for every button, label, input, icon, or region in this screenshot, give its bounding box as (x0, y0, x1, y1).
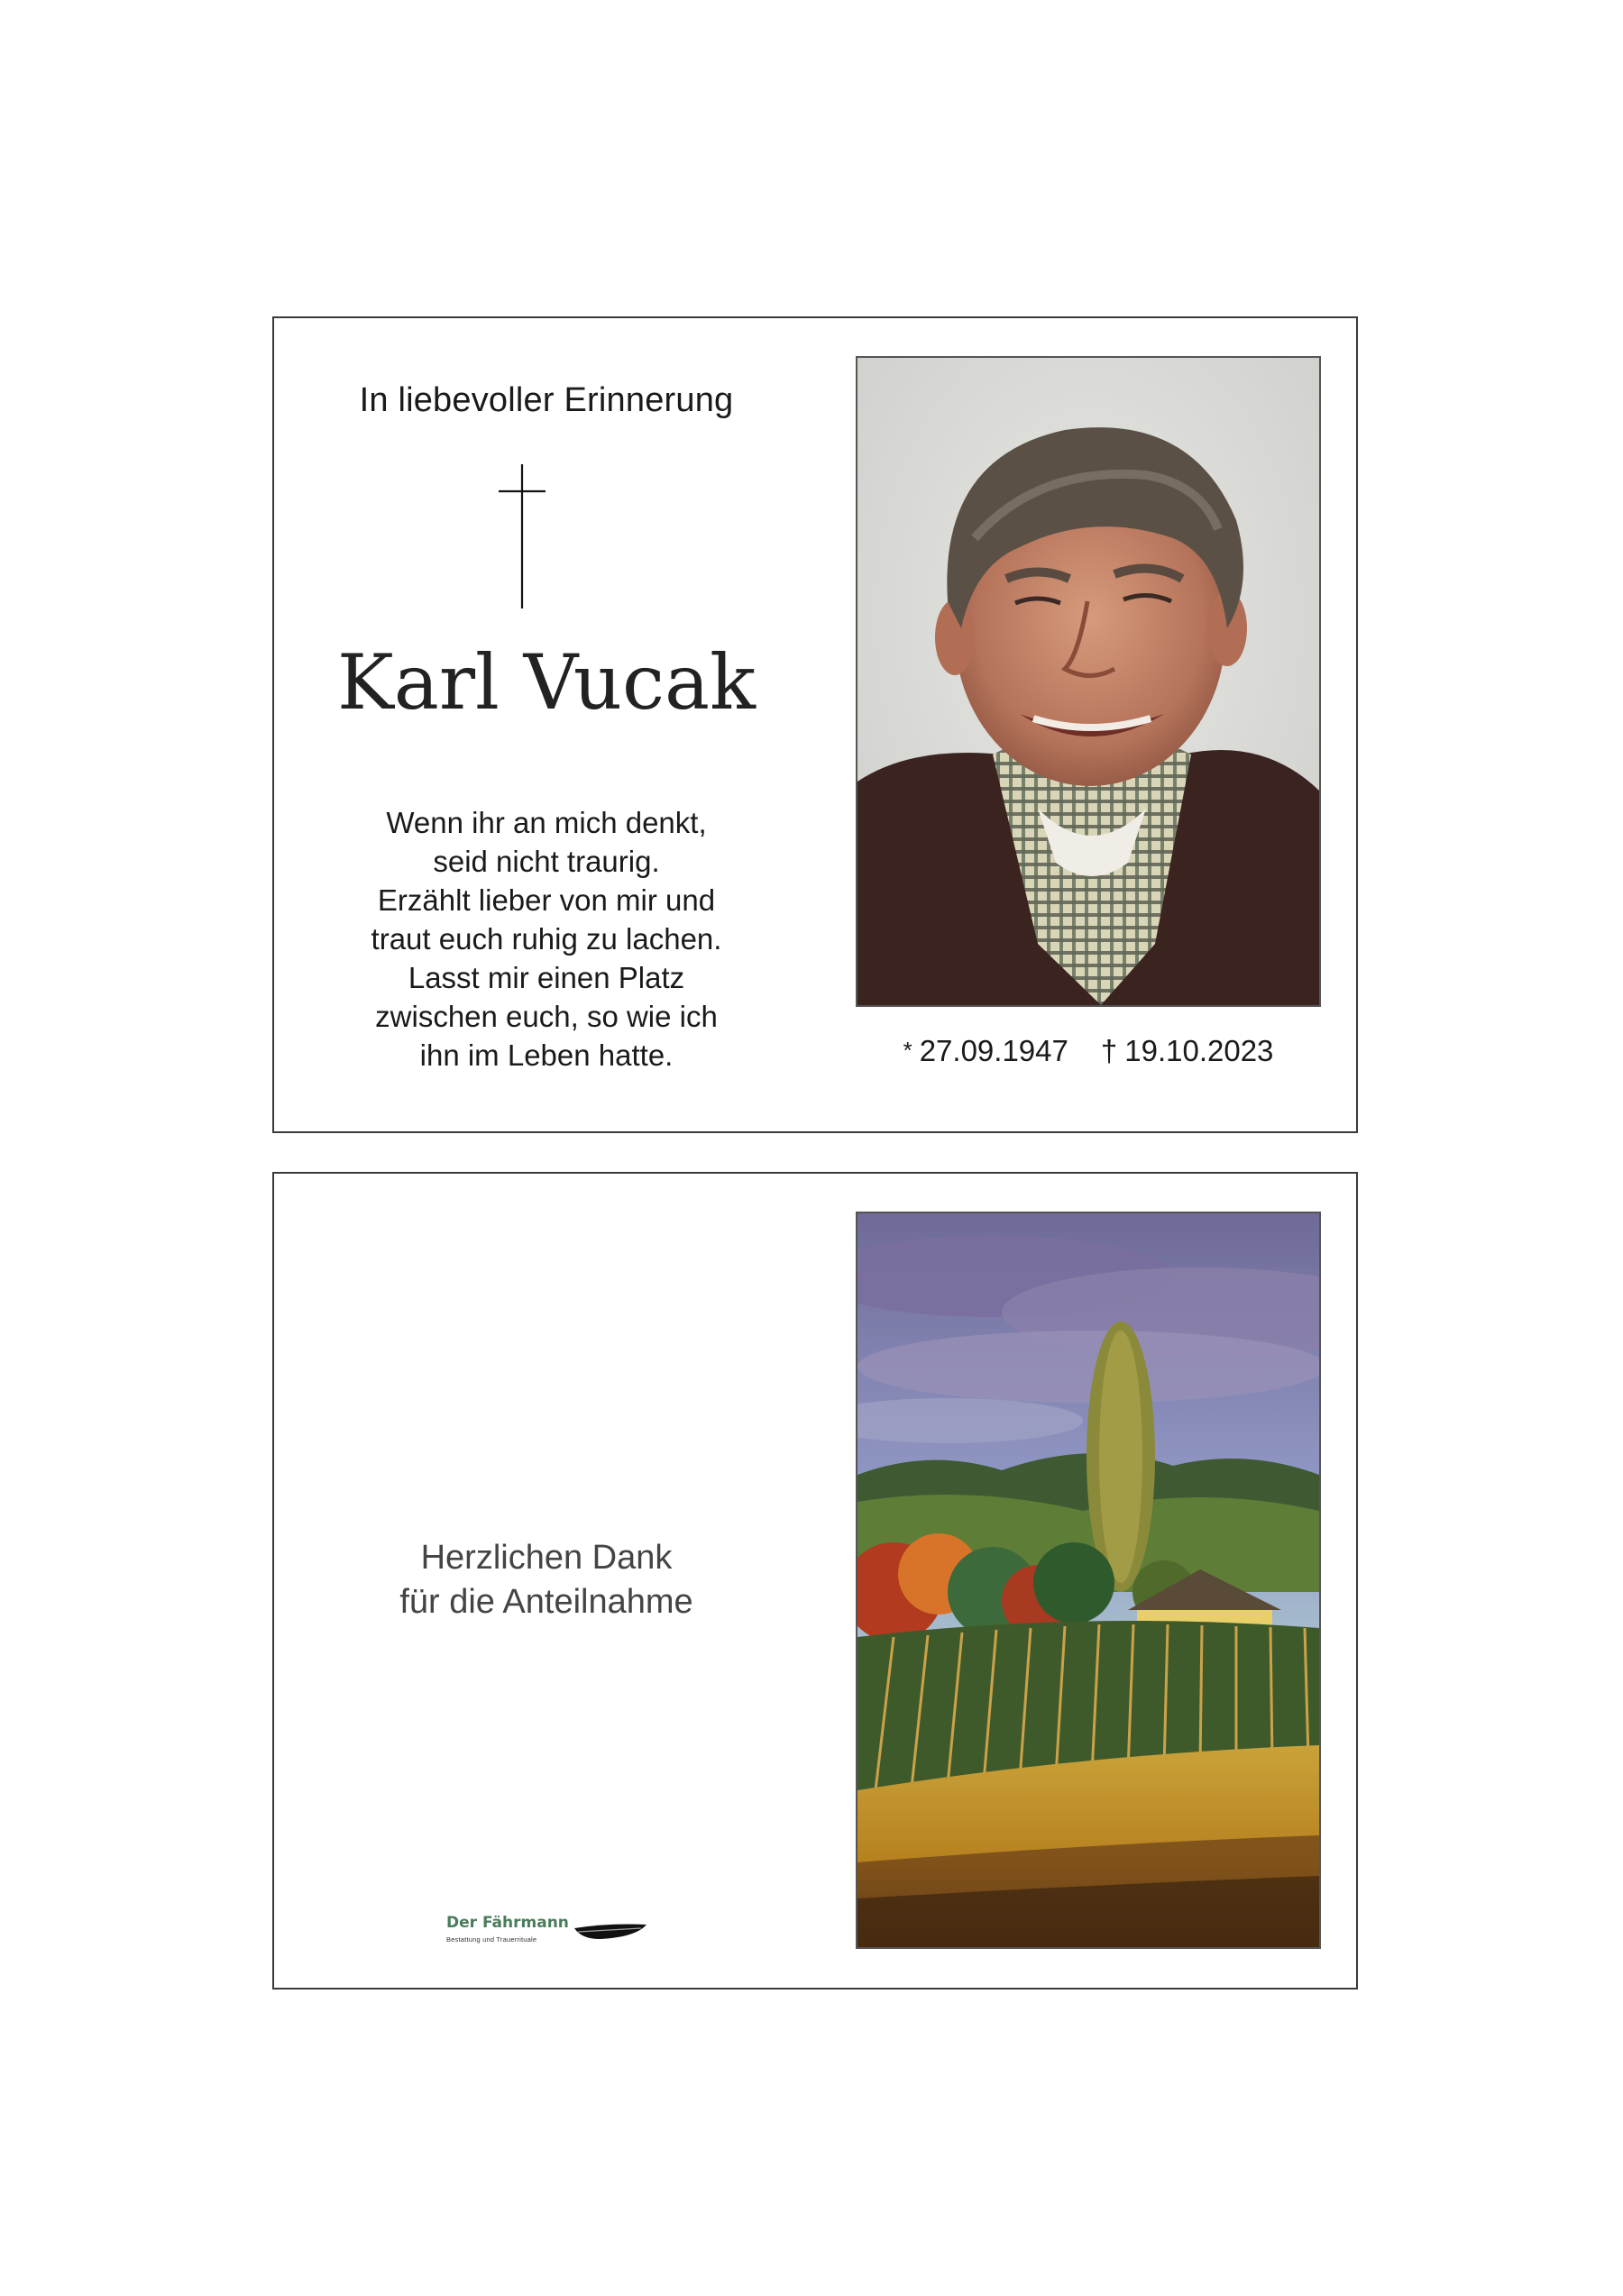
portrait-photo (856, 356, 1321, 1007)
death-date: 19.10.2023 (1124, 1034, 1274, 1067)
memorial-card-back (272, 1172, 1358, 1990)
boat-icon (573, 1919, 648, 1943)
birth-date: 27.09.1947 (919, 1034, 1068, 1067)
thanks-line: Herzlichen Dank (420, 1539, 673, 1577)
memorial-card-front (272, 316, 1358, 1133)
poem (274, 803, 819, 1075)
deceased-name: Karl Vucak (337, 638, 756, 727)
poem-line: zwischen euch, so wie ich (375, 1000, 718, 1033)
birth-symbol: * (903, 1037, 912, 1064)
poem-line: Erzählt lieber von mir und (377, 883, 716, 917)
death-symbol: † (1100, 1034, 1118, 1067)
logo-name: Der Fährmann (446, 1914, 569, 1932)
intro-text: In liebevoller Erinnerung (359, 381, 734, 419)
poem-line: traut euch ruhig zu lachen. (371, 922, 722, 956)
vineyard-photo (856, 1212, 1321, 1949)
poem-line: Lasst mir einen Platz (408, 961, 685, 994)
logo-tagline: Bestattung und Trauerrituale (446, 1935, 537, 1944)
funeral-home-logo (446, 1914, 663, 1950)
poem-line: Wenn ihr an mich denkt, (386, 806, 707, 839)
poem-line: seid nicht traurig. (433, 845, 660, 878)
poem-line: ihn im Leben hatte. (419, 1038, 674, 1072)
life-dates (856, 1034, 1321, 1068)
thanks-line: für die Anteilnahme (399, 1583, 693, 1621)
cross-icon (499, 464, 546, 608)
thanks-text (274, 1536, 819, 1624)
